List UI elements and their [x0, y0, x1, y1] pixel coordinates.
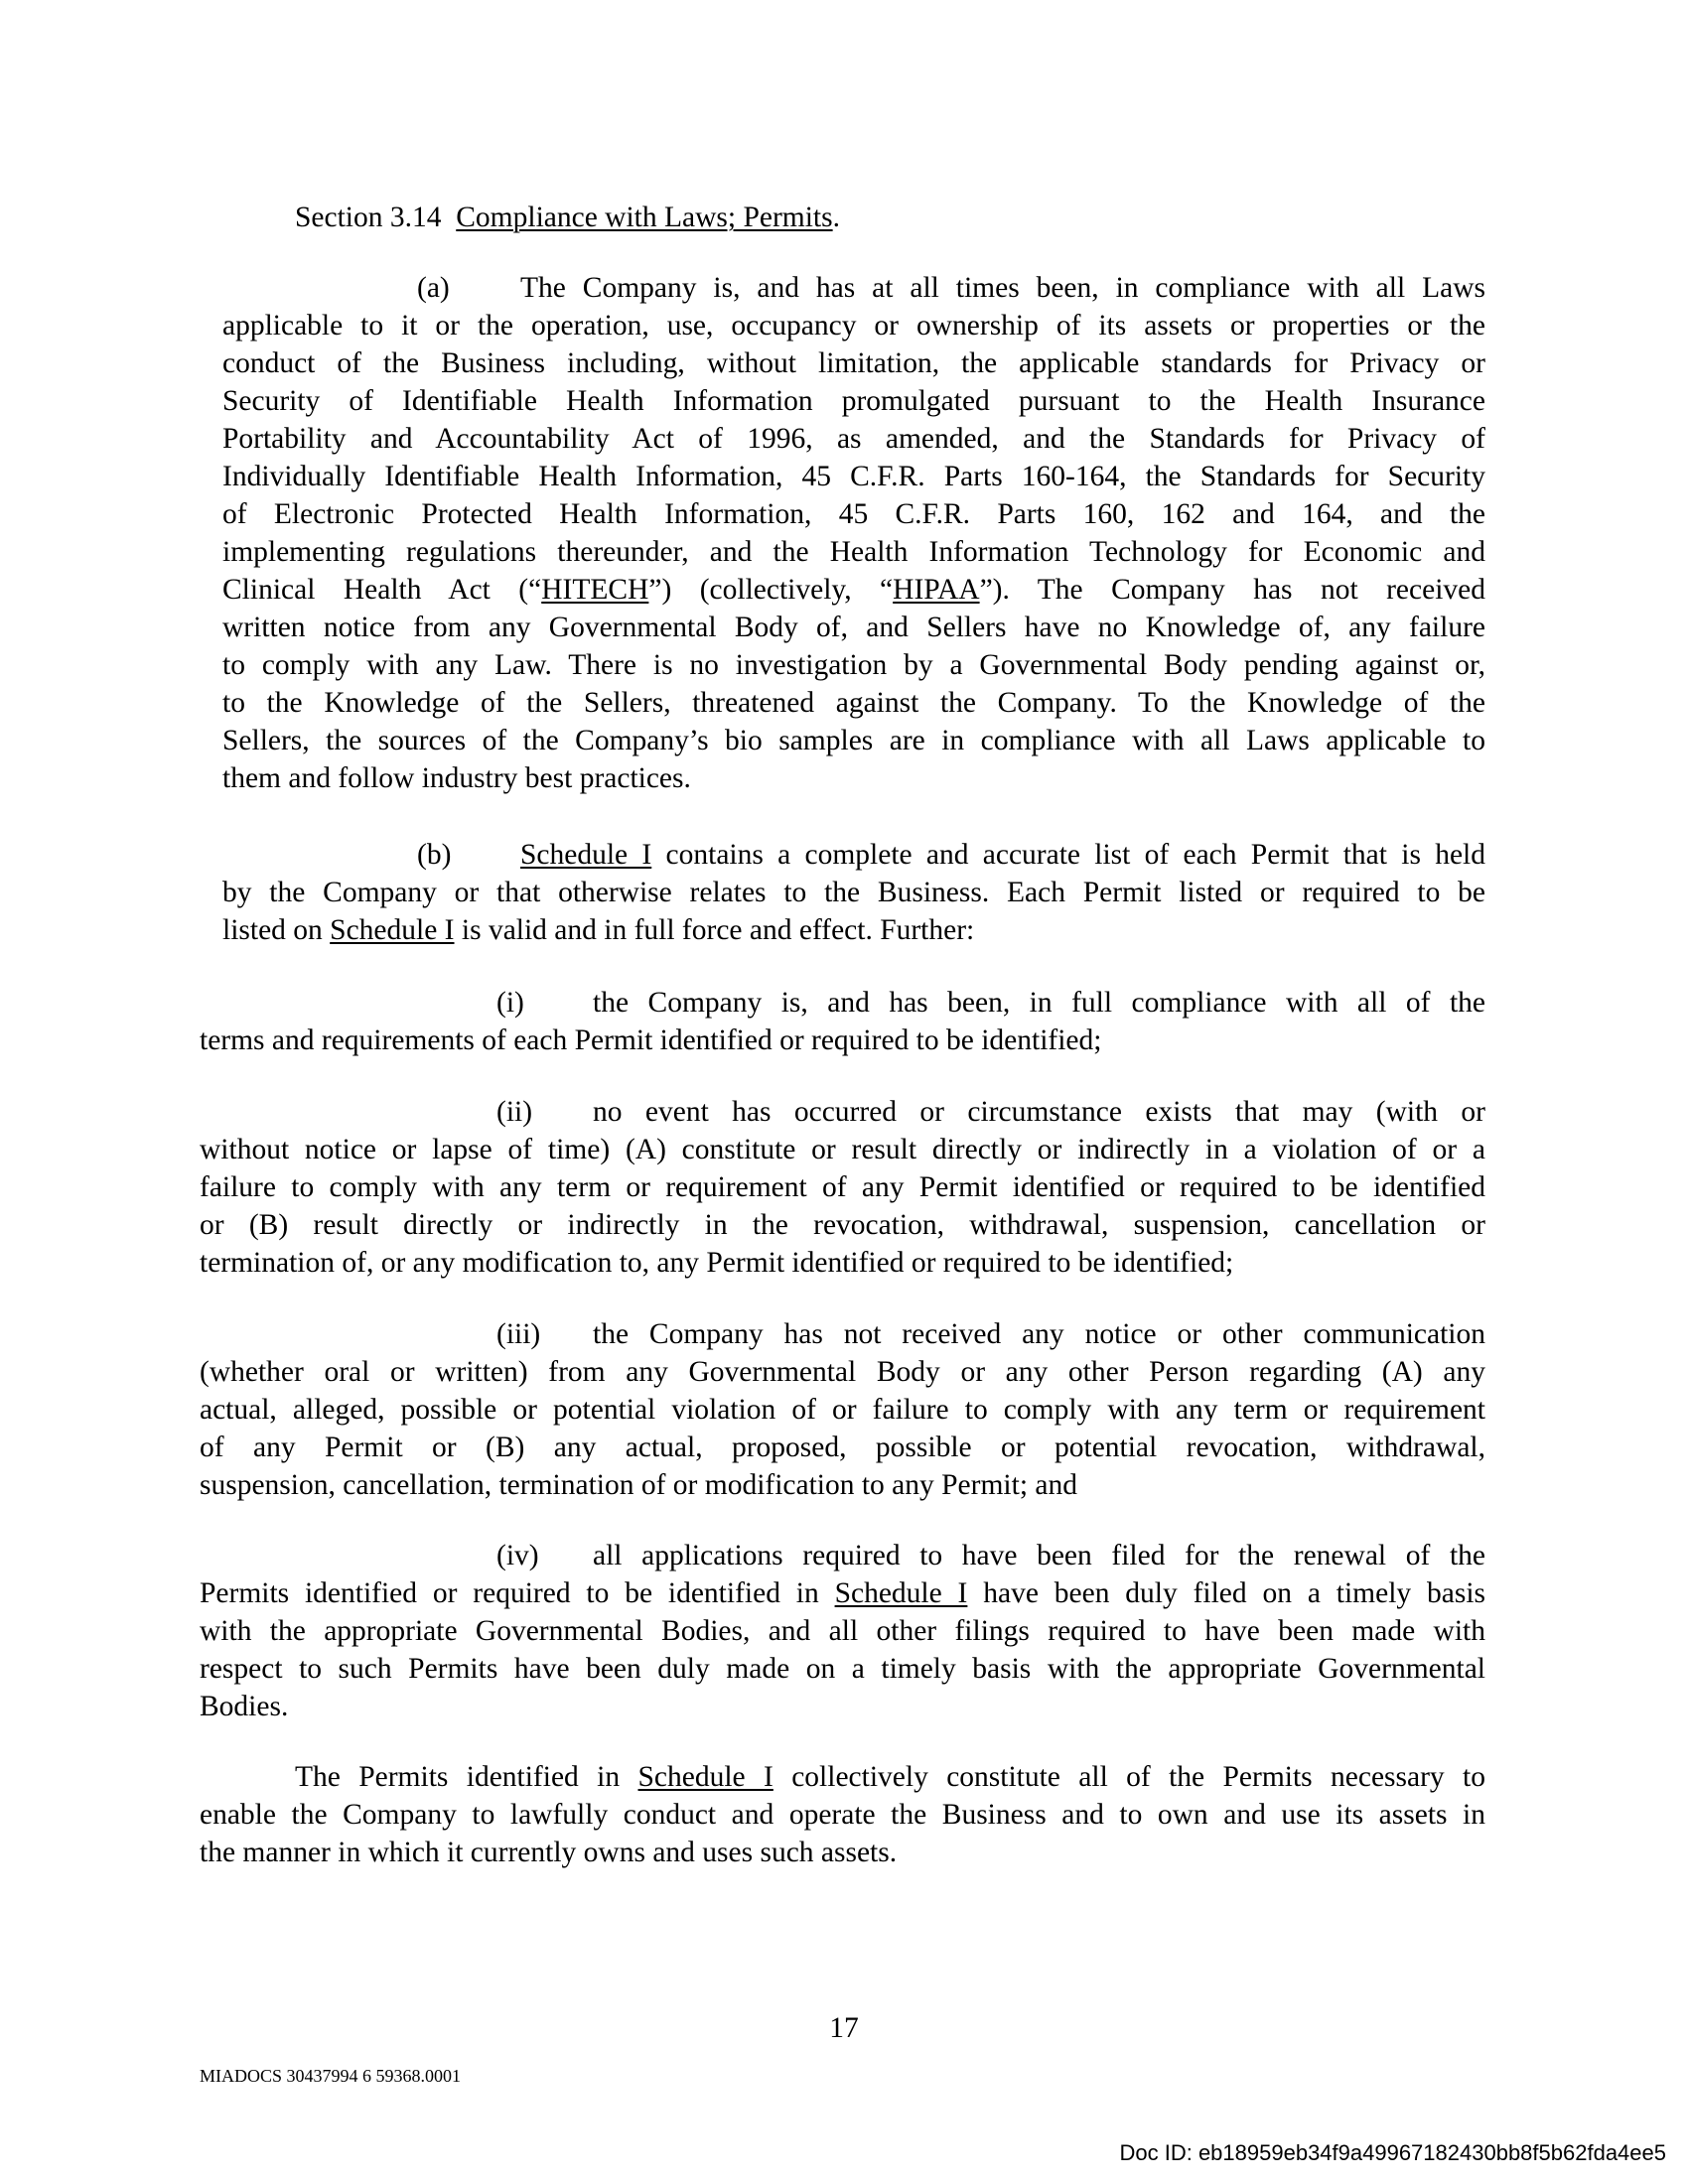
para-a-line: them and follow industry best practices.	[222, 762, 691, 794]
item-ii-line: termination of, or any modification to, any Permit identified or required to be identified;	[200, 1247, 1234, 1279]
section-heading: Section 3.14 Compliance with Laws; Permits.	[295, 202, 840, 233]
para-a-line: The Company is, and has at all times been, in compliance with all Laws	[520, 272, 1485, 304]
item-i-line: the Company is, and has been, in full compliance with all of the	[593, 987, 1485, 1019]
item-iv-line: with the appropriate Governmental Bodies, and all other filings required to have been made with	[200, 1615, 1485, 1647]
hipaa-term: HIPAA	[893, 574, 980, 606]
para-a-line: implementing regulations thereunder, and the Health Information Technology for Economic and	[222, 536, 1485, 568]
item-iv-line: respect to such Permits have been duly made on a timely basis with the appropriate Governmental	[200, 1653, 1485, 1685]
item-iii-line: of any Permit or (B) any actual, proposed, possible or potential revocation, withdrawal,	[200, 1432, 1485, 1463]
closing-line: The Permits identified in Schedule I collectively constitute all of the Permits necessary to	[295, 1761, 1485, 1793]
para-a-line: applicable to it or the operation, use, occupancy or ownership of its assets or properties or the	[222, 310, 1485, 341]
item-iv-line: all applications required to have been filed for the renewal of the	[593, 1540, 1485, 1571]
section-title: Compliance with Laws; Permits	[456, 202, 833, 233]
closing-paragraph	[200, 1758, 1485, 1871]
closing-line: the manner in which it currently owns and uses such assets.	[200, 1837, 898, 1868]
item-ii-line: or (B) result directly or indirectly in the revocation, withdrawal, suspension, cancellation or	[200, 1209, 1485, 1241]
item-ii-line: without notice or lapse of time) (A) constitute or result directly or indirectly in a violation of or a	[200, 1134, 1485, 1165]
schedule-i-ref: Schedule I	[520, 839, 652, 871]
para-a-line: to the Knowledge of the Sellers, threatened against the Company. To the Knowledge of the	[222, 687, 1485, 719]
para-a-line: to comply with any Law. There is no investigation by a Governmental Body pending against or,	[222, 649, 1485, 681]
item-iv-line: Bodies.	[200, 1691, 289, 1722]
schedule-i-ref: Schedule I	[330, 914, 455, 946]
item-ii-line: no event has occurred or circumstance exists that may (with or	[593, 1096, 1485, 1128]
item-iii-line: suspension, cancellation, termination of or modification to any Permit; and	[200, 1469, 1077, 1501]
para-b	[222, 836, 1485, 949]
para-a	[222, 269, 1485, 797]
section-number: Section 3.14	[295, 202, 442, 233]
item-i-label: (i)	[496, 987, 524, 1019]
para-b-line: listed on Schedule I is valid and in full force and effect. Further:	[222, 914, 975, 946]
item-iii-line: actual, alleged, possible or potential violation of or failure to comply with any term or requirement	[200, 1394, 1485, 1426]
item-i-line: terms and requirements of each Permit identified or required to be identified;	[200, 1024, 1102, 1056]
page-number: 17	[829, 2012, 859, 2044]
item-i	[200, 984, 1485, 1059]
para-a-line: of Electronic Protected Health Information, 45 C.F.R. Parts 160, 162 and 164, and the	[222, 498, 1485, 530]
item-ii	[200, 1093, 1485, 1282]
hitech-term: HITECH	[541, 574, 649, 606]
doc-reference: MIADOCS 30437994 6 59368.0001	[200, 2066, 462, 2086]
doc-id: Doc ID: eb18959eb34f9a49967182430bb8f5b62fda4ee5	[1119, 2140, 1666, 2165]
item-iii	[200, 1315, 1485, 1504]
para-a-line: Portability and Accountability Act of 1996, as amended, and the Standards for Privacy of	[222, 423, 1485, 455]
item-iv-line: Permits identified or required to be identified in Schedule I have been duly filed on a timely basis	[200, 1577, 1485, 1609]
para-a-label: (a)	[417, 272, 450, 304]
item-iv	[200, 1537, 1485, 1725]
para-b-line: Schedule I contains a complete and accurate list of each Permit that is held	[520, 839, 1485, 871]
item-iii-line: the Company has not received any notice or other communication	[593, 1318, 1485, 1350]
para-b-label: (b)	[417, 839, 452, 871]
para-a-line: conduct of the Business including, without limitation, the applicable standards for Privacy or	[222, 347, 1485, 379]
schedule-i-ref: Schedule I	[637, 1761, 774, 1793]
item-ii-line: failure to comply with any term or requirement of any Permit identified or required to be identified	[200, 1171, 1485, 1203]
para-a-line: Sellers, the sources of the Company’s bio samples are in compliance with all Laws applicable to	[222, 725, 1485, 756]
item-iii-label: (iii)	[496, 1318, 541, 1350]
item-iv-label: (iv)	[496, 1540, 539, 1571]
para-a-line-defs: Clinical Health Act (“HITECH”) (collectively, “HIPAA”). The Company has not received	[222, 574, 1485, 606]
closing-line: enable the Company to lawfully conduct and operate the Business and to own and use its assets in	[200, 1799, 1485, 1831]
para-a-line: written notice from any Governmental Body of, and Sellers have no Knowledge of, any failure	[222, 612, 1485, 643]
schedule-i-ref: Schedule I	[834, 1577, 968, 1609]
item-iii-line: (whether oral or written) from any Governmental Body or any other Person regarding (A) any	[200, 1356, 1485, 1388]
item-ii-label: (ii)	[496, 1096, 533, 1128]
para-a-line: Individually Identifiable Health Information, 45 C.F.R. Parts 160-164, the Standards for Security	[222, 461, 1485, 492]
para-b-line: by the Company or that otherwise relates to the Business. Each Permit listed or required to be	[222, 877, 1485, 908]
para-a-line: Security of Identifiable Health Information promulgated pursuant to the Health Insurance	[222, 385, 1485, 417]
